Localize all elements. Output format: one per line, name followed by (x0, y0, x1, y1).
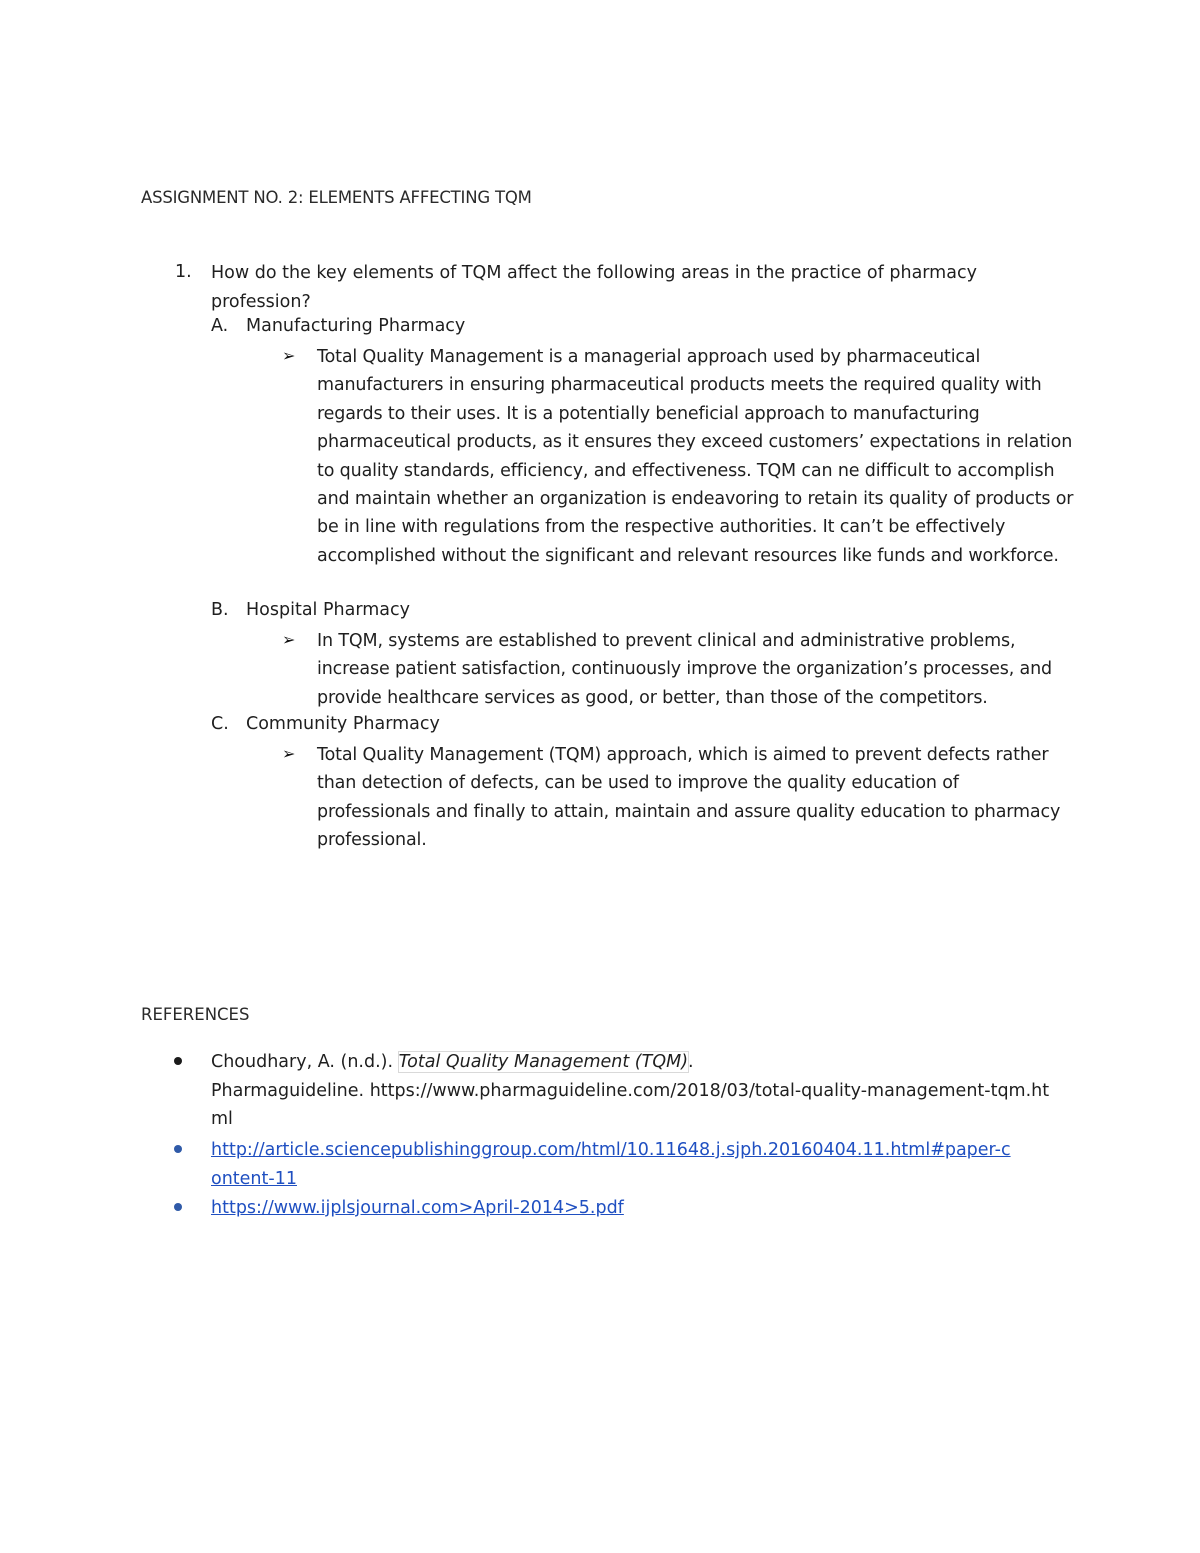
reference-item (211, 1136, 1011, 1193)
question-number: 1. (175, 262, 192, 282)
section-b-letter: B. (211, 600, 229, 620)
arrow-bullet-icon: ➢ (282, 630, 296, 649)
reference-item (211, 1194, 1051, 1223)
section-c-text: Total Quality Management (TQM) approach, which is aimed to prevent defects rather than detection of defects, can be used to improve the quality education of professionals and finally to attain, maintain and assure quality education to pharmacy professional. (317, 745, 1061, 851)
reference-title: Total Quality Management (TQM) (398, 1052, 689, 1072)
arrow-bullet-icon: ➢ (282, 346, 296, 365)
bullet-icon (174, 1203, 182, 1211)
reference-author: Choudhary, A. (n.d.). (211, 1052, 394, 1072)
section-a-text: Total Quality Management is a managerial approach used by pharmaceutical manufacturers in ensuring pharmaceutical products meets the required quality with regards to their uses. It is a potentially beneficial approach to manufacturing pharmaceutical products, as it ensures they exceed customers’ expectations in relation to quality standards, efficiency, and effectiveness. TQM can ne difficult to accomplish and maintain whether an organization is endeavoring to retain its quality of products or be in line with regulations from the respective authorities. It can’t be effectively accomplished without the significant and relevant resources like funds and workforce. (317, 347, 1074, 566)
section-a-title: Manufacturing Pharmacy (246, 316, 466, 336)
reference-url[interactable]: https://www.pharmaguideline.com/2018/03/total-quality-management-tqm.html (211, 1080, 1050, 1129)
document-title: ASSIGNMENT NO. 2: ELEMENTS AFFECTING TQM (141, 188, 532, 207)
bullet-icon (174, 1057, 182, 1065)
section-a-letter: A. (211, 316, 229, 336)
reference-link[interactable]: https://www.ijplsjournal.com>April-2014>5.pdf (211, 1198, 624, 1218)
question-text: How do the key elements of TQM affect the following areas in the practice of pharmacy profession? (211, 263, 977, 312)
section-c-letter: C. (211, 714, 229, 734)
reference-link[interactable]: http://article.sciencepublishinggroup.com/html/10.11648.j.sjph.20160404.11.html#paper-content-11 (211, 1140, 1011, 1189)
section-b-title: Hospital Pharmacy (246, 600, 410, 620)
reference-item: Choudhary, A. (n.d.). Total Quality Management (TQM). Pharmaguideline. https://www.pharmaguideline.com/2018/03/total-quality-management-tqm.html (211, 1052, 1050, 1129)
reference-publisher: Pharmaguideline. (211, 1080, 365, 1101)
bullet-icon (174, 1145, 182, 1153)
section-c-title: Community Pharmacy (246, 714, 440, 734)
arrow-bullet-icon: ➢ (282, 744, 296, 763)
references-heading: REFERENCES (141, 1005, 250, 1024)
section-b-text: In TQM, systems are established to prevent clinical and administrative problems, increase patient satisfaction, continuously improve the organization’s processes, and provide healthcare services as good, or better, than those of the competitors. (317, 631, 1053, 708)
